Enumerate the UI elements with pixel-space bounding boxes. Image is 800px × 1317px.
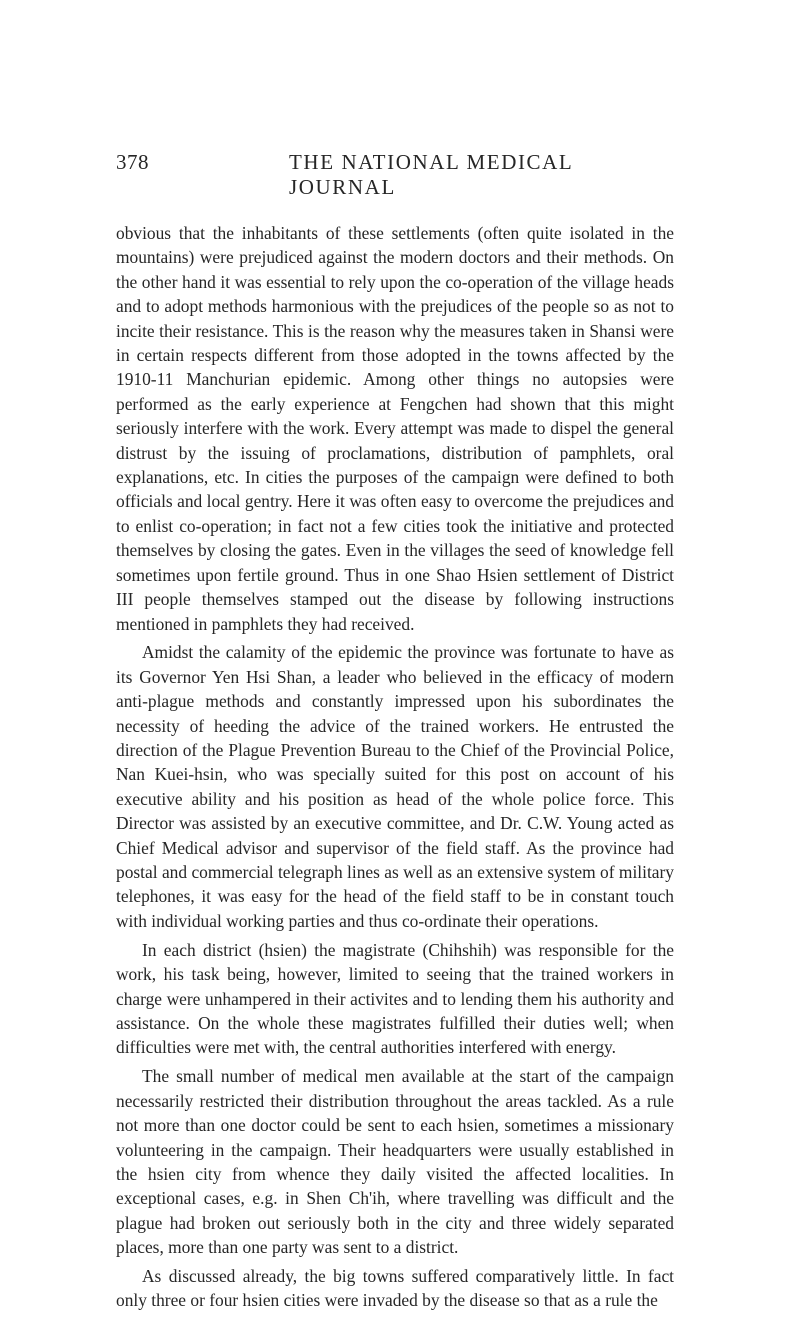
paragraph-governor: Amidst the calamity of the epidemic the province was fortunate to have as its Governor Yen Hsi Shan, a leader who believed in the efficacy of modern anti-plague methods and constantly impressed upon his subordinates the necessity of heeding the advice of the trained workers. He entrusted the direction of the Plague Prevention Bureau to the Chief of the Provincial Police, Nan Kuei-hsin, who was specially suited for this post on account of his executive ability and his position as head of the whole police force. This Director was assisted by an executive committee, and Dr. C.W. Young acted as Chief Medical advisor and supervisor of the field staff. As the province had postal and commercial telegraph lines as well as an extensive system of military telephones, it was easy for the head of the field staff to be in constant touch with individual working parties and thus co-ordinate their operations.: [116, 642, 674, 931]
journal-title: THE NATIONAL MEDICAL JOURNAL: [289, 150, 573, 199]
page-number: 378: [116, 150, 149, 174]
paragraph-continued: obvious that the inhabitants of these settlements (often quite isolated in the mountains) were prejudiced against the modern doctors and their methods. On the other hand it was essential to rely upon the co-operation of the village heads and to adopt methods harmonious with the prejudices of the people so as not to incite their resistance. This is the reason why the measures taken in Shansi were in certain respects different from those adopted in the towns affected by the 1910-11 Manchurian epidemic. Among other things no autopsies were performed as the early experience at Fengchen had shown that this might seriously interfere with the work. Every attempt was made to dispel the general distrust by the issuing of proclamations, distribution of pamphlets, oral explanations, etc. In cities the purposes of the campaign were defined to both officials and local gentry. Here it was often easy to overcome the prejudices and to enlist co-operation; in fact not a few cities took the initiative and protected themselves by closing the gates. Even in the villages the seed of knowledge fell sometimes upon fertile ground. Thus in one Shao Hsien settlement of District III people themselves stamped out the disease by following instructions mentioned in pamphlets they had received.: [116, 223, 674, 634]
running-head: [116, 150, 671, 199]
paragraph-district-magistrates: In each district (hsien) the magistrate (Chihshih) was responsible for the work, his task being, however, limited to seeing that the trained workers in charge were unhampered in their activites and to lending them his authority and assistance. On the whole these magistrates fulfilled their duties well; when difficulties were met with, the central authorities interfered with energy.: [116, 939, 674, 1058]
article-body: [116, 221, 674, 1317]
paragraph-medical-men: The small number of medical men available at the start of the campaign necessarily restricted their distribution throughout the areas tackled. As a rule not more than one doctor could be sent to each hsien, sometimes a missionary volunteering in the campaign. Their headquarters were usually established in the hsien city from whence they daily visited the affected localities. In exceptional cases, e.g. in Shen Ch'ih, where travelling was difficult and the plague had broken out seriously both in the city and three widely separated places, more than one party was sent to a district.: [116, 1066, 674, 1258]
paragraph-big-towns: As discussed already, the big towns suffered comparatively little. In fact only three or four hsien cities were invaded by the disease so that as a rule the: [116, 1266, 674, 1311]
